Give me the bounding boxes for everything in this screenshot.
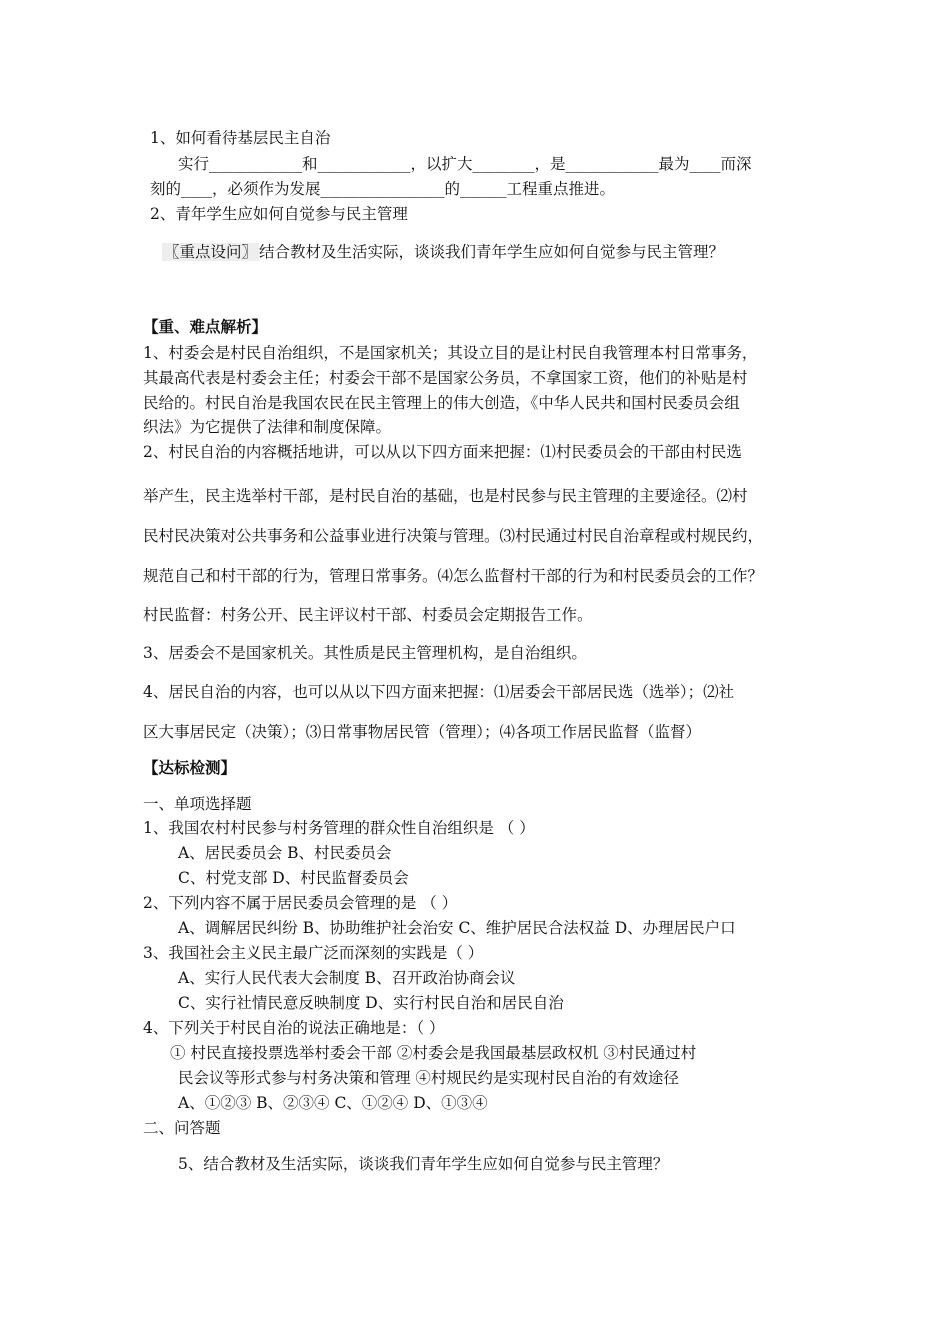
part1-title: 一、单项选择题: [143, 795, 252, 813]
q1-fill-line-2: 刻的____，必须作为发展________________的______工程重点推进。: [150, 180, 616, 198]
question-line: 1、我国农村村民参与村务管理的群众性自治组织是 （ ）: [143, 819, 535, 837]
analysis-line: 区大事居民定（决策）；⑶日常事物居民管（管理）；⑷各项工作居民监督（监督）: [143, 723, 702, 741]
focus-tag: 〖重点设问〗: [164, 243, 258, 261]
analysis-line: 4、居民自治的内容，也可以从以下四方面来把握：⑴居委会干部居民选（选举）；⑵社: [143, 683, 735, 701]
analysis-line: 村民监督：村务公开、民主评议村干部、村委员会定期报告工作。: [143, 606, 593, 624]
analysis-line: 举产生，民主选举村干部，是村民自治的基础，也是村民参与民主管理的主要途径。⑵村: [143, 487, 748, 505]
analysis-line: 民给的。村民自治是我国农民在民主管理上的伟大创造，《中华人民共和国村民委员会组: [143, 394, 740, 412]
q1-title: 1、如何看待基层民主自治: [150, 129, 331, 147]
question-5: 5、结合教材及生活实际，谈谈我们青年学生应如何自觉参与民主管理？: [178, 1155, 669, 1173]
statement-line: ① 村民直接投票选举村委会干部 ②村委会是我国最基层政权机 ③村民通过村: [170, 1044, 697, 1062]
option-line: A、居民委员会 B、村民委员会: [178, 844, 392, 862]
option-line: A、实行人民代表大会制度 B、召开政治协商会议: [178, 969, 516, 987]
question-line: 2、下列内容不属于居民委员会管理的是 （ ）: [143, 894, 458, 912]
focus-text: 结合教材及生活实际，谈谈我们青年学生应如何自觉参与民主管理？: [259, 243, 725, 261]
test-heading: 【达标检测】: [143, 758, 237, 777]
option-line: C、村党支部 D、村民监督委员会: [178, 869, 409, 887]
analysis-line: 织法》为它提供了法律和制度保障。: [143, 418, 392, 436]
analysis-line: 3、居委会不是国家机关。其性质是民主管理机构，是自治组织。: [143, 644, 587, 662]
analysis-line: 1、村委会是村民自治组织，不是国家机关；其设立目的是让村民自我管理本村日常事务，: [143, 344, 758, 362]
analysis-line: 其最高代表是村委会主任；村委会干部不是国家公务员，不拿国家工资，他们的补贴是村: [143, 369, 748, 387]
question-line: 3、我国社会主义民主最广泛而深刻的实践是（ ）: [143, 944, 484, 962]
question-line: 4、下列关于村民自治的说法正确地是：（ ）: [143, 1019, 445, 1037]
part2-title: 二、问答题: [143, 1119, 221, 1137]
option-line: A、①②③ B、②③④ C、①②④ D、①③④: [178, 1094, 488, 1112]
option-line: C、实行社情民意反映制度 D、实行村民自治和居民自治: [178, 994, 564, 1012]
analysis-heading: 【重、难点解析】: [143, 317, 268, 336]
analysis-line: 规范自己和村干部的行为，管理日常事务。⑷怎么监督村干部的行为和村民委员会的工作？: [143, 567, 764, 585]
focus-question: [162, 242, 724, 262]
q2-title: 2、青年学生应如何自觉参与民主管理: [150, 205, 408, 223]
q1-fill-line-1: 实行____________和____________，以扩大________，是____________最为____而深: [178, 155, 752, 173]
statement-line: 民会议等形式参与村务决策和管理 ④村规民约是实现村民自治的有效途径: [178, 1069, 679, 1087]
analysis-line: 民村民决策对公共事务和公益事业进行决策与管理。⑶村民通过村民自治章程或村规民约，: [143, 527, 764, 545]
analysis-line: 2、村民自治的内容概括地讲，可以从以下四方面来把握：⑴村民委员会的干部由村民选: [143, 443, 742, 461]
option-line: A、调解居民纠纷 B、协助维护社会治安 C、维护居民合法权益 D、办理居民户口: [178, 919, 736, 937]
